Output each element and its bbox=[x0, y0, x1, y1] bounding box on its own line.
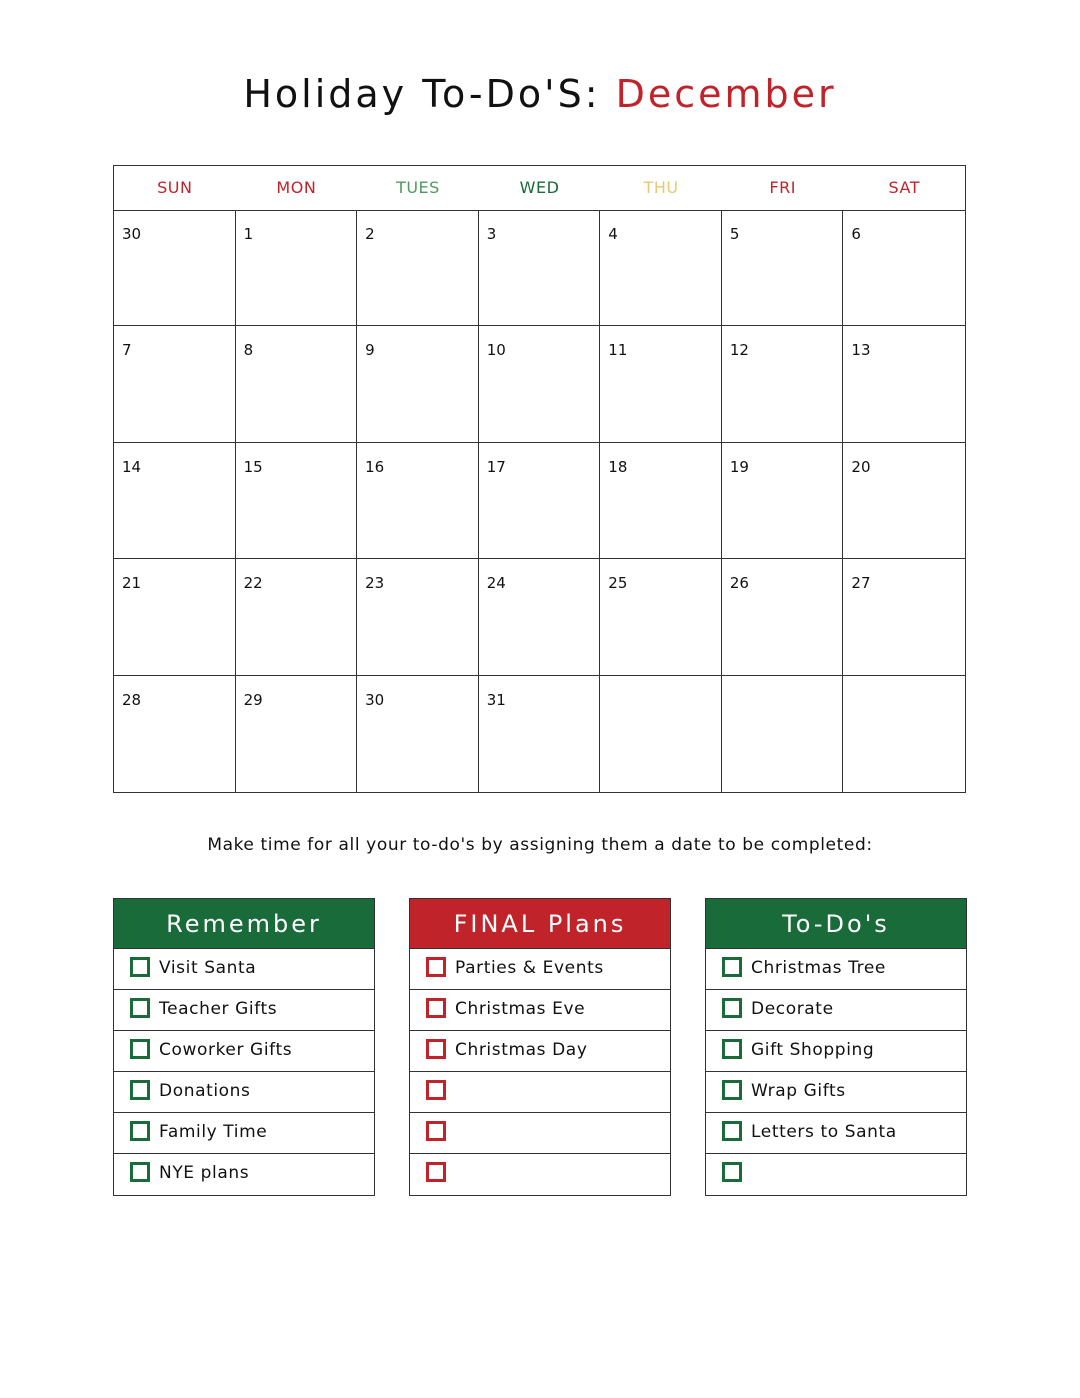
checklist-item bbox=[410, 990, 670, 1031]
todos-panel bbox=[705, 898, 967, 1196]
calendar-day-cell[interactable] bbox=[600, 559, 722, 675]
checkbox[interactable] bbox=[722, 1080, 742, 1100]
checklist-item bbox=[114, 990, 374, 1031]
calendar-day-cell[interactable] bbox=[722, 676, 844, 792]
calendar-day-cell[interactable] bbox=[357, 559, 479, 675]
calendar-day-cell[interactable] bbox=[722, 443, 844, 559]
calendar-day-number: 12 bbox=[729, 341, 749, 360]
calendar-day-number: 14 bbox=[122, 457, 142, 476]
checklist-item bbox=[410, 1113, 670, 1154]
instruction-text: Make time for all your to-do's by assigning them a date to be completed: bbox=[207, 835, 873, 855]
calendar-day-number: 30 bbox=[122, 225, 142, 243]
calendar-day-number: 16 bbox=[365, 457, 385, 476]
calendar-day-number: 21 bbox=[122, 574, 142, 593]
checklist-item-label: Family Time bbox=[159, 1122, 268, 1142]
calendar-day-number: 9 bbox=[365, 341, 375, 360]
checklist-item-label: Donations bbox=[159, 1081, 251, 1101]
day-header-wed: WED bbox=[519, 178, 560, 197]
checkbox[interactable] bbox=[130, 1080, 150, 1100]
calendar-day-cell[interactable] bbox=[114, 326, 236, 442]
calendar-day-cell[interactable] bbox=[357, 676, 479, 792]
checkbox[interactable] bbox=[426, 1162, 446, 1182]
calendar-day-cell[interactable] bbox=[600, 443, 722, 559]
checklist-item bbox=[114, 1072, 374, 1113]
calendar-day-cell[interactable] bbox=[722, 210, 844, 326]
calendar-day-number: 10 bbox=[486, 341, 506, 360]
checklist-item-label: Coworker Gifts bbox=[159, 1040, 293, 1060]
checkbox[interactable] bbox=[722, 957, 742, 977]
calendar-day-cell[interactable] bbox=[114, 676, 236, 792]
calendar-day-number: 7 bbox=[122, 341, 132, 360]
calendar-header-row bbox=[114, 166, 965, 211]
calendar-grid bbox=[114, 210, 965, 792]
checkbox[interactable] bbox=[130, 1039, 150, 1059]
checklist-item bbox=[410, 1072, 670, 1113]
calendar-day-number: 27 bbox=[851, 574, 871, 593]
calendar-day-cell[interactable] bbox=[600, 676, 722, 792]
checklist-item bbox=[114, 1113, 374, 1154]
checklist-item-label: Christmas Tree bbox=[751, 958, 886, 978]
checklist-item bbox=[114, 1031, 374, 1072]
calendar-day-cell[interactable] bbox=[479, 210, 601, 326]
checklist-item bbox=[706, 1154, 966, 1195]
checklist-item bbox=[410, 1031, 670, 1072]
calendar-day-number: 8 bbox=[243, 341, 254, 360]
calendar-day-number: 2 bbox=[365, 225, 375, 243]
page-title bbox=[0, 72, 1080, 116]
checklist-item-label: Teacher Gifts bbox=[159, 999, 278, 1019]
checkbox[interactable] bbox=[722, 1039, 742, 1059]
calendar-day-cell[interactable] bbox=[114, 210, 236, 326]
todos-panel-header: To-Do's bbox=[706, 899, 966, 949]
month-calendar bbox=[113, 165, 966, 793]
checklist-item-label: Wrap Gifts bbox=[751, 1081, 846, 1101]
calendar-day-cell[interactable] bbox=[236, 210, 358, 326]
title-prefix: Holiday To-Do'S: bbox=[243, 72, 616, 116]
checklist-item bbox=[706, 949, 966, 990]
calendar-day-number: 5 bbox=[729, 225, 740, 243]
calendar-day-cell[interactable] bbox=[357, 210, 479, 326]
calendar-day-cell[interactable] bbox=[357, 443, 479, 559]
calendar-day-number: 3 bbox=[486, 225, 497, 243]
calendar-day-cell[interactable] bbox=[114, 443, 236, 559]
calendar-day-number: 20 bbox=[851, 457, 871, 476]
checkbox[interactable] bbox=[722, 1162, 742, 1182]
final-plans-panel-header: FINAL Plans bbox=[410, 899, 670, 949]
final-plans-panel bbox=[409, 898, 671, 1196]
calendar-day-cell[interactable] bbox=[843, 443, 965, 559]
calendar-day-number: 4 bbox=[608, 225, 618, 243]
day-header-fri: FRI bbox=[769, 178, 796, 197]
checklist-item-label: Decorate bbox=[751, 999, 834, 1019]
calendar-day-number: 28 bbox=[122, 690, 142, 709]
calendar-day-cell[interactable] bbox=[722, 326, 844, 442]
checklist-item bbox=[706, 1072, 966, 1113]
calendar-day-number: 31 bbox=[486, 690, 506, 709]
checklist-item-label: NYE plans bbox=[159, 1163, 250, 1183]
calendar-day-number: 19 bbox=[729, 457, 749, 476]
checklist-item-label: Christmas Day bbox=[455, 1040, 588, 1060]
calendar-day-number: 6 bbox=[851, 225, 861, 243]
checklist-item bbox=[706, 1113, 966, 1154]
calendar-day-cell[interactable] bbox=[600, 210, 722, 326]
calendar-day-cell[interactable] bbox=[236, 326, 358, 442]
calendar-day-cell[interactable] bbox=[236, 559, 358, 675]
calendar-day-cell[interactable] bbox=[843, 210, 965, 326]
checklist-item bbox=[114, 1154, 374, 1195]
checklist-item-label: Parties & Events bbox=[455, 958, 604, 978]
calendar-day-number: 24 bbox=[486, 574, 506, 593]
calendar-day-cell[interactable] bbox=[600, 326, 722, 442]
checklist-item-label: Christmas Eve bbox=[455, 999, 586, 1019]
calendar-day-number: 23 bbox=[365, 574, 385, 593]
day-header-thu: THU bbox=[643, 178, 679, 197]
checklist-item-label: Gift Shopping bbox=[751, 1040, 875, 1060]
calendar-day-cell[interactable] bbox=[722, 559, 844, 675]
calendar-day-number: 29 bbox=[243, 690, 263, 709]
calendar-day-cell[interactable] bbox=[114, 559, 236, 675]
title-month: December bbox=[615, 72, 837, 116]
checklist-item-label: Letters to Santa bbox=[751, 1122, 897, 1142]
calendar-day-number: 30 bbox=[365, 690, 385, 709]
day-header-sat: SAT bbox=[888, 178, 920, 197]
calendar-day-cell[interactable] bbox=[236, 676, 358, 792]
checklist-item bbox=[706, 990, 966, 1031]
calendar-day-cell[interactable] bbox=[357, 326, 479, 442]
calendar-day-cell[interactable] bbox=[843, 676, 965, 792]
checkbox[interactable] bbox=[130, 1162, 150, 1182]
calendar-day-number: 15 bbox=[243, 457, 263, 476]
calendar-day-number: 17 bbox=[486, 457, 506, 476]
calendar-day-cell[interactable] bbox=[843, 326, 965, 442]
checkbox[interactable] bbox=[722, 998, 742, 1018]
calendar-day-number: 1 bbox=[243, 225, 254, 243]
remember-panel-header: Remember bbox=[114, 899, 374, 949]
calendar-day-number: 11 bbox=[608, 341, 628, 360]
calendar-day-number: 18 bbox=[608, 457, 628, 476]
remember-panel bbox=[113, 898, 375, 1196]
calendar-day-number: 25 bbox=[608, 574, 628, 593]
calendar-day-number: 22 bbox=[243, 574, 263, 593]
checklist-item bbox=[706, 1031, 966, 1072]
day-header-tues: TUES bbox=[396, 178, 440, 197]
calendar-day-cell[interactable] bbox=[479, 559, 601, 675]
calendar-day-cell[interactable] bbox=[236, 443, 358, 559]
checkbox[interactable] bbox=[722, 1121, 742, 1141]
checkbox[interactable] bbox=[426, 1121, 446, 1141]
checkbox[interactable] bbox=[426, 957, 446, 977]
checkbox[interactable] bbox=[426, 1039, 446, 1059]
day-header-sun: SUN bbox=[157, 178, 193, 197]
checkbox[interactable] bbox=[426, 998, 446, 1018]
checkbox[interactable] bbox=[130, 1121, 150, 1141]
checkbox[interactable] bbox=[130, 998, 150, 1018]
day-header-mon: MON bbox=[276, 178, 317, 197]
checklist-item-label: Visit Santa bbox=[159, 958, 257, 978]
checklist-item bbox=[410, 949, 670, 990]
checklist-item bbox=[410, 1154, 670, 1195]
calendar-day-cell[interactable] bbox=[479, 676, 601, 792]
calendar-day-number: 26 bbox=[729, 574, 749, 593]
calendar-day-number: 13 bbox=[851, 341, 871, 360]
calendar-day-cell[interactable] bbox=[479, 443, 601, 559]
checkbox[interactable] bbox=[426, 1080, 446, 1100]
calendar-day-cell[interactable] bbox=[843, 559, 965, 675]
calendar-day-cell[interactable] bbox=[479, 326, 601, 442]
checkbox[interactable] bbox=[130, 957, 150, 977]
checklist-item bbox=[114, 949, 374, 990]
